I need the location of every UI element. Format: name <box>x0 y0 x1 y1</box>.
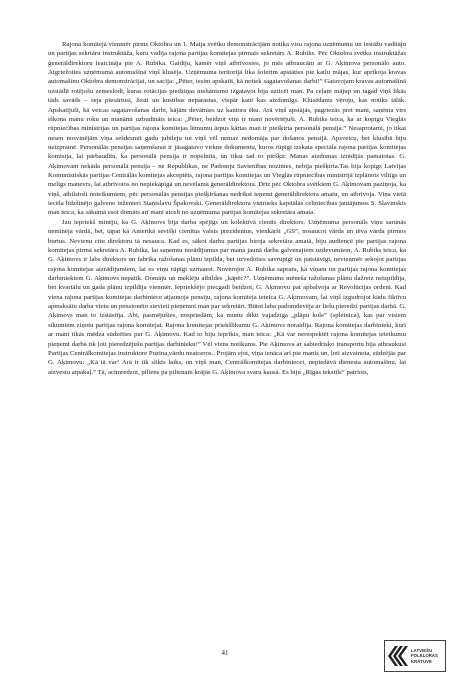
archive-logo-icon <box>387 644 409 668</box>
paragraph: Rajona komitejā vienmēr pirms Oktobra un 1. Maija svētku demonstrācijām notika visu rajona uzņēmumu un iestāžu vadītāju un partijas sekrtāru instruktāža, kuru vadīja rajona partijas komitejas pirmais sekretārs A. Rubiks. Pēc Oktobra svētku instruktāžas ģenerāldirektoru ieaicināja pie A. Rubika. Gaidīju, kamēr viņš atbrīvosies, jo mēs atbraucām ar G. Aķimova personālo auto. Atgriežoties uzņēmumā automašīnā viņš klusēja. Uzņēmuma teritorijā lika šoferim apstāties pie katlu mājas, kur aprīkoja kravas automašīnu Oktobra demonstrācijai, un sacīja: „Pēter, iesim apskatīt, kā notiek sagatavošanas darbi!” Gatavojam kravas automašīnā uzstādīt rotējošu zemeslodi, kuras rotācijas piedziņas mehānismu izgatavot bija uzticēt man. Pa ceļam mājup un tagad viņš likās tāds savāds – seja piesārtusi, žesti un kustības neparastas, vispār kaut kas aizdomīgs. Klusēdams vēroju, kas notiks tālāk. Apskatījuši, kā veicas sagatavošanas darbi, kājām devāmies uz kantora ēku. Arā viņš apstājās, pagriezās pret mani, saņēma virs elkoņa manu roku un manāmi uzbudināts teica: „Pēter, beidzot viņi ir mani novērtējuši. A. Rubiks teica, ka ar kopīgu Vieglās rūpniecības ministrijas un partijas rajona komitejas lēmumu ārpus kārtas man ir piešķirta personālā pensija.” Nesaprotami, jo tikai nesen nosvinējām viņa sešdesmit gadu jubileju un viņš vēl nemaz nedomāja par došanos pensijā. Apsveicu, bet klusībā biju neizpratnē. Personālās pensijas saņemšanai ir jāsagatavo virkne dokumentu, kuros rūpīgi izskata speciāla rajona partijas komitejas komisija, lai pārbaudītu, ka personālā pensija ir nopelnīta, un tikai tad to piešķir. Manas aizdomas izrādījās pamatotas. G. Aķimovam nekāda personālā pensija – ne Republikas, ne Padomju Savienības nozīmes, nebija piešķirta.Tas bija kopīgs Latvijas Komunistiskās partijas Centrālās komitejas akceptēts, rajona partijas komitejas un Vieglās rūpniecības ministrijā izplānots viltīgs un melīgs manevrs, lai atbrīvotos no nepiekāpīgā un nevēlamā ģenerāldirektora. Drīz pēc Oktobra svētkiem G. Aķimovam paziņoja, ka viņš, atbilstoši noteikumiem, pēc personālās pensijas piešķiršanas nedrīkst ieņemt ģenerāldirektora amatu, un atbrīvoja. Viņa vietā iecēla līdzšinējo galveno inženieri Staņislavu Špakovski. Ģenerāldirektora vietnieks kapitālās celtniecības jautājumos S. Slavinskis man teica, ka sākumā esot domāts arī mani atcelt no uzņēmuma partijas komitejas sekretāra amata. <box>48 41 406 217</box>
page-number: 41 <box>221 649 229 657</box>
folklore-archive-logo <box>384 640 446 672</box>
logo-line: KRĀTUVE <box>411 658 432 664</box>
logo-line: LATVIEŠU <box>411 648 433 653</box>
paragraph: Jau iepriekš minēju, ka G. Aķimovs bija darba spējīgs un kolektīvā cienīts direktors. Uzņēmuma personāls viņu sarunās neminēja vārdā, bet, tāpat kā Amerikā sevišķi cienītus valsts prezidentus, vienkārši „GS”, nosaucot vārda un tēva vārda pirmos burtus. Nevienu citu direktoru tā nesauca. Kad es, sākot darbu partijas biroja sekretāra amatā, biju audiencē pie partijas rajona komitejas pirmā sekretāra A. Rubika, lai saņemtu norādījumus par mana jaunā darba galvenajiem uzdevumiem, A. Rubiks teica, ka G. Aķimovs ir labs direktors un fabrika ražošanas plānu izpilda, bet uzvedoties savrupīgi un patstāvīgi, nevienmēr sekojot partijas rajona komitejas aizrādījumiem, lai es viņu rūpīgi uzmanot. Novērojot A. Rubika sapratu, ka viņam un partijas rajona komitejas darbiniekiem G. Aķimovs nepatīk. Domāju un meklēju atbildes „kāpēc?”. Uzņēmums mēneša ražošanas plānu dažreiz neizpildīja, bet kvartālu un gada plānu izpildīja vienmēr. Iepriekšējo piecgadi beidzot, G. Aķimovu pat apbalvoja ar Revolūcijas ordeni. Kad viena rajona partijas komitejas darbiniece atjaunoja pensiju, rajona komiteja ieteica G. Aķimovam, lai viņš izgudrojot kādu fiktīvu apmaksātu darba vietu un pensionēto sievieti pieņemot man par sekretāri. Būtot laba padomdevēja ar lielu pieredzi partijas darbā. G. Aķimovs man to izstāstīja. Abi, pasmējušies, nospriedām, ka mums dikti vajadzīga „plāpu kule” (spletnica), kas par visiem sīkumiem ziņotu partijas rajona komitejai. Rajona komitejas priekšlikumu G. Aķimovs noraidīja. Rajona komitejas darbinieki, kuri ar mani tikās mēdza sūdzēties par G. Aķimovu. Kad to biju ieprīkis, man teica: „Kā var nerespektēt rajona komitejas ieteikumu pieņemt darbā tik ļoti pieredzējušu partijas darbinieku!” Vēl viens notikums. Pie Aķimova ar sabiedrisko transportu bija atbraukusi Partijas Centrālkomitejas instruktore Puzina,vārdu neatceros.. Projām ejot, viņa ienāca arī pie manis un, ļoti aizvainota, sūdzējās par G. Aķimovu: „Kā tā var! Arā ir tik slikts laiks, un viņš man, Centrālkomitejas darbiniecei, nepiedāvā dienesta automašīnu, lai aizvestu atpakaļ.” Tā, acīmredzot, piliens pa pilienam krājās G. Aķimova svaru kausā. Es biju „Rīgas tekstils” patriots, <box>48 218 406 376</box>
body-text <box>48 40 406 377</box>
logo-line: FOLKLORAS <box>411 653 438 659</box>
